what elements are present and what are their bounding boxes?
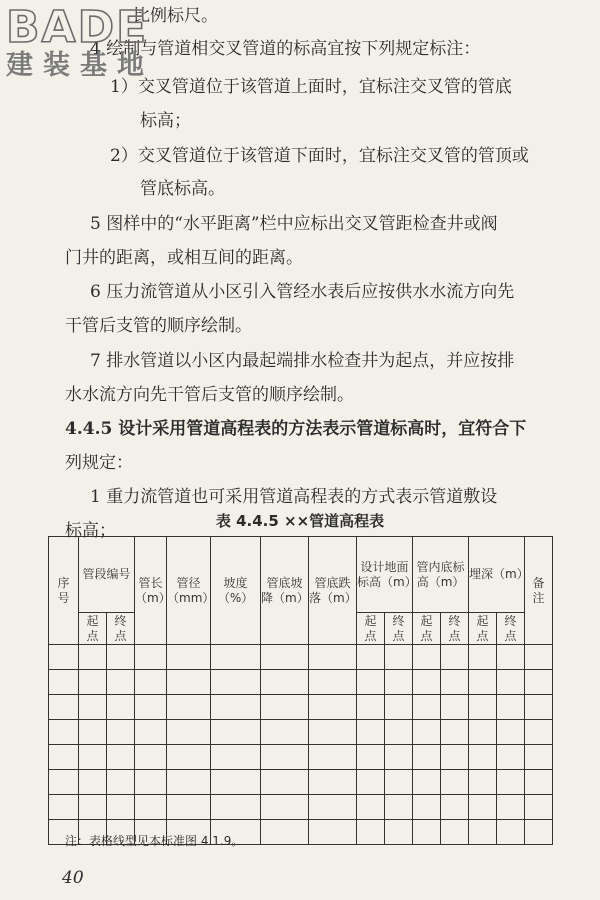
table-cell [211, 695, 261, 720]
table-cell [135, 770, 167, 795]
table-cell [261, 695, 309, 720]
text-line: 1）交叉管道位于该管道上面时，宜标注交叉管的管底 [110, 77, 512, 97]
header-depth: 埋深（m） [469, 537, 525, 613]
table-cell [135, 720, 167, 745]
table-cell [49, 745, 79, 770]
header-note: 备注 [525, 537, 553, 645]
table-cell [497, 745, 525, 770]
text-line: 5 图样中的“水平距离”栏中应标出交叉管距检查井或阀 [90, 214, 498, 234]
table-cell [413, 820, 441, 845]
table-cell [211, 720, 261, 745]
text-line: 干管后支管的顺序绘制。 [65, 316, 252, 336]
table-row [49, 645, 553, 670]
table-cell [441, 820, 469, 845]
table-cell [135, 745, 167, 770]
table-cell [385, 770, 413, 795]
header-segment: 管段编号 [79, 537, 135, 613]
table-cell [413, 745, 441, 770]
table-cell [413, 645, 441, 670]
table-cell [79, 670, 107, 695]
table-cell [107, 720, 135, 745]
table-row [49, 745, 553, 770]
table-cell [497, 695, 525, 720]
header-seq: 序号 [49, 537, 79, 645]
table-cell [79, 795, 107, 820]
table-cell [357, 820, 385, 845]
table-cell [525, 720, 553, 745]
text-line: 1 重力流管道也可采用管道高程表的方式表示管道敷设 [90, 487, 498, 507]
text-line: 门井的距离，或相互间的距离。 [65, 248, 303, 268]
elevation-table [48, 536, 550, 845]
table-cell [167, 795, 211, 820]
table-cell [357, 695, 385, 720]
text-line: 4 绘制与管道相交叉管道的标高宜按下列规定标注： [90, 39, 481, 59]
table-cell [385, 795, 413, 820]
text-line: 6 压力流管道从小区引入管经水表后应按供水水流方向先 [90, 282, 515, 302]
table-cell [107, 770, 135, 795]
table-cell [49, 645, 79, 670]
table-note: 注：表格线型见本标准图 4.1.9。 [65, 834, 244, 848]
table-cell [309, 820, 357, 845]
page-number: 40 [62, 868, 84, 888]
table-cell [309, 770, 357, 795]
table-cell [107, 695, 135, 720]
table-cell [441, 795, 469, 820]
table-cell [49, 695, 79, 720]
table-cell [497, 645, 525, 670]
table-cell [441, 720, 469, 745]
table-cell [441, 745, 469, 770]
table-cell [525, 820, 553, 845]
table-cell [309, 795, 357, 820]
table-cell [357, 670, 385, 695]
table-cell [441, 770, 469, 795]
table-cell [497, 720, 525, 745]
table-cell [49, 720, 79, 745]
table-cell [525, 670, 553, 695]
table-cell [107, 670, 135, 695]
table-cell [413, 795, 441, 820]
table-cell [469, 820, 497, 845]
table-cell [309, 670, 357, 695]
table-cell [385, 820, 413, 845]
table-cell [261, 770, 309, 795]
table-cell [107, 795, 135, 820]
table-row [49, 770, 553, 795]
header-bottom-drop: 管底坡降（m） [261, 537, 309, 645]
text-line: 列规定： [65, 453, 133, 473]
table-cell [79, 695, 107, 720]
header-length: 管长（m） [135, 537, 167, 645]
table-cell [525, 745, 553, 770]
header-start: 起点 [357, 613, 385, 645]
table-cell [309, 720, 357, 745]
text-line: 标高； [140, 111, 191, 131]
table-row [49, 670, 553, 695]
header-start: 起点 [413, 613, 441, 645]
table-cell [211, 795, 261, 820]
table-cell [167, 745, 211, 770]
table-cell [107, 645, 135, 670]
table-cell [79, 745, 107, 770]
table-cell [469, 695, 497, 720]
table-cell [469, 745, 497, 770]
table-cell [167, 720, 211, 745]
text-line: 水水流方向先干管后支管的顺序绘制。 [65, 385, 354, 405]
header-ground-elev: 设计地面标高（m） [357, 537, 413, 613]
table-cell [261, 670, 309, 695]
table-cell [413, 770, 441, 795]
table-cell [135, 695, 167, 720]
table-cell [413, 695, 441, 720]
table-row [49, 795, 553, 820]
table-cell [261, 795, 309, 820]
table-cell [135, 795, 167, 820]
table-cell [261, 720, 309, 745]
table-cell [441, 645, 469, 670]
table-cell [357, 745, 385, 770]
table-cell [413, 670, 441, 695]
table-cell [135, 645, 167, 670]
table-cell [357, 645, 385, 670]
table-cell [469, 795, 497, 820]
header-diameter: 管径（mm） [167, 537, 211, 645]
table-cell [469, 645, 497, 670]
table-cell [525, 795, 553, 820]
table-cell [525, 695, 553, 720]
table-cell [309, 645, 357, 670]
header-end: 终点 [385, 613, 413, 645]
logo-brand: BADE [6, 2, 149, 53]
table-cell [441, 695, 469, 720]
table-cell [167, 695, 211, 720]
text-line: 管底标高。 [140, 179, 225, 199]
table-cell [497, 770, 525, 795]
table-row [49, 695, 553, 720]
table-cell [497, 795, 525, 820]
table-cell [167, 670, 211, 695]
table-cell [211, 645, 261, 670]
header-inner-bottom-elev: 管内底标高（m） [413, 537, 469, 613]
header-start: 起点 [469, 613, 497, 645]
table-cell [385, 745, 413, 770]
table-cell [167, 770, 211, 795]
table-cell [385, 670, 413, 695]
table-cell [497, 820, 525, 845]
table-cell [309, 695, 357, 720]
logo-subtitle: 建装基地 [6, 50, 154, 81]
table-cell [211, 670, 261, 695]
header-end: 终点 [107, 613, 135, 645]
text-line: 2）交叉管道位于该管道下面时，宜标注交叉管的管顶或 [110, 146, 529, 166]
table-cell [49, 795, 79, 820]
table-cell [413, 720, 441, 745]
table-cell [261, 820, 309, 845]
table-cell [469, 720, 497, 745]
table-cell [525, 645, 553, 670]
header-start: 起点 [79, 613, 107, 645]
table-cell [309, 745, 357, 770]
text-line: 比例标尺。 [133, 6, 218, 26]
table-cell [135, 670, 167, 695]
table-cell [357, 770, 385, 795]
table-cell [525, 770, 553, 795]
header-bottom-fall: 管底跌落（m） [309, 537, 357, 645]
table-caption: 表 4.4.5 ××管道高程表 [215, 512, 385, 530]
table-cell [357, 795, 385, 820]
table-cell [497, 670, 525, 695]
table-cell [385, 720, 413, 745]
table-cell [357, 720, 385, 745]
table-cell [107, 745, 135, 770]
table-cell [261, 745, 309, 770]
text-line: 7 排水管道以小区内最起端排水检查井为起点，并应按排 [90, 351, 515, 371]
table-row [49, 720, 553, 745]
table-cell [79, 770, 107, 795]
table-cell [49, 670, 79, 695]
table-cell [385, 645, 413, 670]
section-heading: 4.4.5 设计采用管道高程表的方法表示管道标高时，宜符合下 [65, 419, 527, 439]
header-slope: 坡度（%） [211, 537, 261, 645]
watermark-logo [6, 4, 154, 82]
table-cell [385, 695, 413, 720]
table-cell [79, 645, 107, 670]
table-cell [49, 770, 79, 795]
table-cell [469, 770, 497, 795]
table-cell [167, 645, 211, 670]
table-cell [469, 670, 497, 695]
table-cell [79, 720, 107, 745]
header-end: 终点 [497, 613, 525, 645]
table-cell [211, 745, 261, 770]
table-cell [211, 770, 261, 795]
header-end: 终点 [441, 613, 469, 645]
table-cell [441, 670, 469, 695]
table-cell [261, 645, 309, 670]
text-line: 标高； [65, 521, 116, 541]
